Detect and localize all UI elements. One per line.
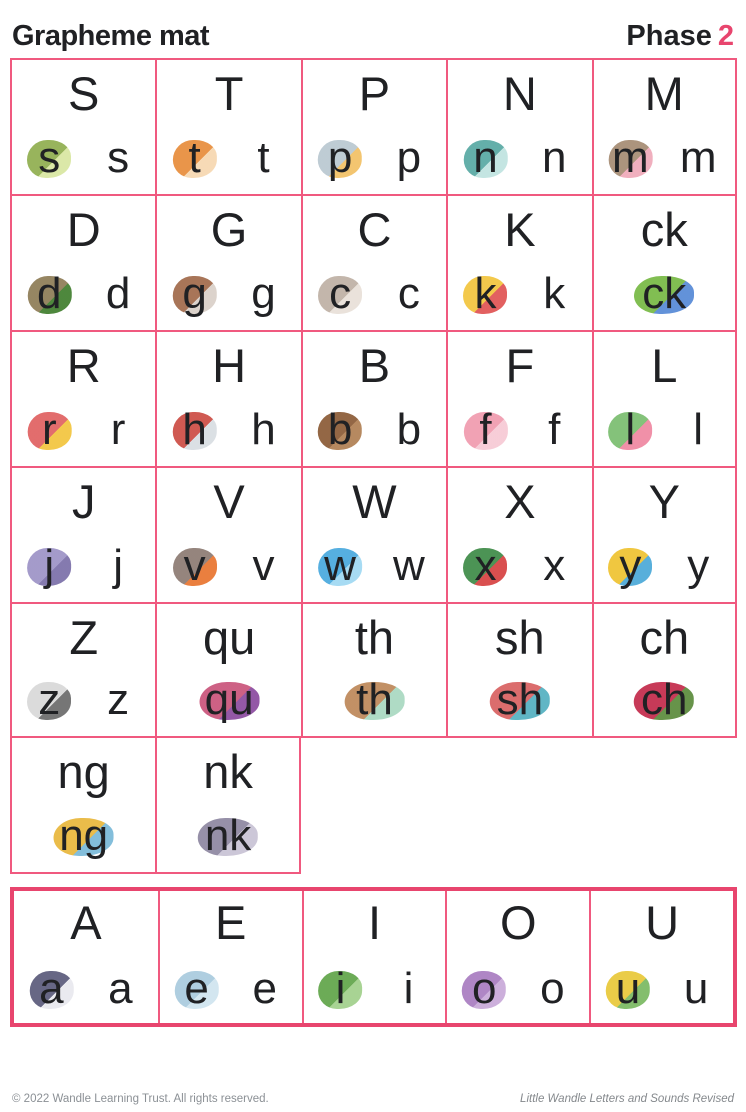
display-grapheme: th — [354, 611, 395, 664]
decorated-grapheme — [59, 811, 109, 860]
plain-grapheme: f — [548, 405, 561, 454]
plain-grapheme: y — [687, 541, 710, 590]
display-grapheme: K — [504, 203, 536, 256]
display-grapheme: I — [367, 896, 382, 949]
decorated-grapheme — [479, 405, 492, 454]
plain-grapheme: h — [251, 405, 276, 454]
decorated-grapheme-letter: n — [473, 133, 498, 182]
display-grapheme: qu — [202, 611, 256, 664]
decorated-grapheme — [642, 269, 687, 318]
decorated-grapheme — [38, 133, 61, 182]
phase-number: 2 — [717, 19, 734, 52]
decorated-grapheme-letter: z — [38, 675, 61, 724]
grid-row — [10, 466, 737, 602]
decorated-grapheme-letter: b — [327, 405, 353, 454]
grapheme-cell-y — [592, 466, 737, 602]
plain-grapheme: m — [679, 133, 717, 182]
display-grapheme: S — [68, 67, 100, 120]
decorated-grapheme — [39, 964, 64, 1013]
decorated-grapheme-letter: k — [474, 269, 497, 318]
decorated-grapheme — [327, 405, 353, 454]
grapheme-cell-a — [14, 891, 158, 1023]
plain-grapheme: d — [105, 269, 131, 318]
decorated-grapheme — [619, 541, 642, 590]
plain-grapheme: l — [693, 405, 704, 454]
grapheme-cell-t — [155, 58, 300, 194]
decorated-grapheme — [182, 269, 207, 318]
plain-grapheme: z — [107, 675, 130, 724]
decorated-grapheme-letter: d — [37, 269, 62, 318]
display-grapheme: D — [66, 203, 101, 256]
display-grapheme: nk — [203, 745, 253, 798]
decorated-grapheme — [329, 269, 352, 318]
grid-row — [10, 330, 737, 466]
decorated-grapheme — [204, 675, 254, 724]
grapheme-cell-u — [589, 891, 733, 1023]
grapheme-cell-th — [301, 602, 446, 738]
display-grapheme: F — [505, 339, 535, 392]
grapheme-cell-i — [302, 891, 446, 1023]
grapheme-cell-x — [446, 466, 591, 602]
decorated-grapheme-letter: w — [324, 541, 356, 590]
grapheme-cell-d — [10, 194, 155, 330]
grapheme-cell-n — [446, 58, 591, 194]
decorated-grapheme — [37, 269, 62, 318]
grapheme-cell-z — [10, 602, 155, 738]
decorated-grapheme-letter: sh — [496, 675, 544, 724]
decorated-grapheme-letter: i — [335, 964, 346, 1013]
decorated-grapheme-letter: y — [619, 541, 642, 590]
grapheme-cell-j — [10, 466, 155, 602]
decorated-grapheme-letter: s — [38, 133, 61, 182]
plain-grapheme: v — [252, 541, 275, 590]
display-grapheme: G — [210, 203, 248, 256]
plain-grapheme: p — [396, 133, 422, 182]
display-grapheme: O — [500, 896, 537, 949]
display-grapheme: ng — [57, 745, 110, 798]
decorated-grapheme — [41, 405, 57, 454]
display-grapheme: P — [358, 67, 391, 120]
grapheme-cell-sh — [446, 602, 591, 738]
decorated-grapheme-letter: e — [184, 964, 209, 1013]
grapheme-cell-o — [445, 891, 589, 1023]
display-grapheme: Z — [69, 611, 99, 664]
plain-grapheme: x — [543, 541, 566, 590]
decorated-grapheme — [356, 675, 393, 724]
decorated-grapheme — [44, 541, 55, 590]
display-grapheme: U — [645, 896, 680, 949]
display-grapheme: L — [651, 339, 678, 392]
display-grapheme: J — [71, 475, 96, 528]
display-grapheme: B — [358, 339, 391, 392]
grapheme-cell-e — [158, 891, 302, 1023]
grapheme-cell-c — [301, 194, 446, 330]
grapheme-cell-ng — [10, 738, 155, 874]
phase-indicator — [626, 20, 734, 53]
decorated-grapheme-letter: a — [39, 964, 64, 1013]
decorated-grapheme-letter: c — [329, 269, 352, 318]
decorated-grapheme-letter: nk — [204, 811, 252, 860]
decorated-grapheme-letter: u — [615, 964, 641, 1013]
decorated-grapheme-letter: g — [182, 269, 207, 318]
grapheme-cell-p — [301, 58, 446, 194]
plain-grapheme: t — [257, 133, 270, 182]
grid-row — [10, 194, 737, 330]
decorated-grapheme-letter: qu — [204, 675, 254, 724]
grapheme-cell-g — [155, 194, 300, 330]
decorated-grapheme — [473, 133, 498, 182]
decorated-grapheme-letter: th — [356, 675, 393, 724]
decorated-grapheme — [184, 964, 209, 1013]
display-grapheme: Y — [648, 475, 680, 528]
grapheme-cell-ck — [592, 194, 737, 330]
grapheme-cell-k — [446, 194, 591, 330]
display-grapheme: R — [66, 339, 101, 392]
decorated-grapheme — [641, 675, 688, 724]
display-grapheme: ck — [640, 203, 688, 256]
plain-grapheme: g — [251, 269, 276, 318]
display-grapheme: W — [352, 475, 397, 528]
vowel-section — [10, 887, 737, 1027]
grapheme-cell-w — [301, 466, 446, 602]
decorated-grapheme-letter: j — [44, 541, 55, 590]
decorated-grapheme — [474, 269, 497, 318]
plain-grapheme: j — [113, 541, 123, 590]
decorated-grapheme-letter: r — [41, 405, 57, 454]
grid-row — [10, 738, 737, 874]
grapheme-cell-l — [592, 330, 737, 466]
display-grapheme: M — [644, 67, 684, 120]
decorated-grapheme — [327, 133, 353, 182]
decorated-grapheme-letter: ng — [59, 811, 109, 860]
display-grapheme: A — [70, 896, 102, 949]
decorated-grapheme — [324, 541, 356, 590]
footer — [12, 1093, 734, 1105]
grapheme-cell-qu — [155, 602, 300, 738]
display-grapheme: E — [215, 896, 247, 949]
display-grapheme: sh — [495, 611, 545, 664]
header — [0, 0, 746, 58]
decorated-grapheme — [204, 811, 252, 860]
grapheme-cell-ch — [592, 602, 737, 738]
plain-grapheme: a — [108, 964, 133, 1013]
decorated-grapheme — [183, 541, 206, 590]
decorated-grapheme-letter: v — [183, 541, 206, 590]
grid-row — [10, 602, 737, 738]
grapheme-grid — [10, 58, 737, 874]
decorated-grapheme — [615, 964, 641, 1013]
decorated-grapheme — [182, 405, 207, 454]
decorated-grapheme — [38, 675, 61, 724]
page-title: Grapheme mat — [12, 19, 210, 52]
decorated-grapheme-letter: x — [474, 541, 497, 590]
display-grapheme: C — [357, 203, 392, 256]
display-grapheme: H — [212, 339, 247, 392]
plain-grapheme: b — [396, 405, 422, 454]
decorated-grapheme — [625, 405, 636, 454]
decorated-grapheme-letter: t — [188, 133, 201, 182]
display-grapheme: V — [213, 475, 245, 528]
plain-grapheme: i — [403, 964, 414, 1013]
decorated-grapheme-letter: o — [472, 964, 497, 1013]
grapheme-cell-h — [155, 330, 300, 466]
brand-text: Little Wandle Letters and Sounds Revised — [520, 1093, 734, 1105]
display-grapheme: T — [214, 67, 244, 120]
copyright-text: © 2022 Wandle Learning Trust. All rights reserved. — [12, 1093, 269, 1105]
plain-grapheme: s — [107, 133, 130, 182]
decorated-grapheme-letter: ck — [642, 269, 687, 318]
decorated-grapheme — [496, 675, 544, 724]
plain-grapheme: r — [110, 405, 126, 454]
plain-grapheme: w — [392, 541, 425, 590]
decorated-grapheme — [611, 133, 649, 182]
grapheme-cell-nk — [155, 738, 300, 874]
decorated-grapheme — [335, 964, 346, 1013]
decorated-grapheme — [472, 964, 497, 1013]
grapheme-cell-v — [155, 466, 300, 602]
plain-grapheme: n — [542, 133, 567, 182]
decorated-grapheme-letter: ch — [641, 675, 688, 724]
display-grapheme: ch — [639, 611, 690, 664]
plain-grapheme: e — [252, 964, 277, 1013]
grapheme-cell-f — [446, 330, 591, 466]
decorated-grapheme-letter: l — [625, 405, 636, 454]
decorated-grapheme — [188, 133, 201, 182]
decorated-grapheme-letter: h — [182, 405, 207, 454]
decorated-grapheme-letter: f — [479, 405, 492, 454]
grid-row — [10, 58, 737, 194]
decorated-grapheme-letter: p — [327, 133, 353, 182]
grapheme-cell-b — [301, 330, 446, 466]
decorated-grapheme-letter: m — [611, 133, 649, 182]
decorated-grapheme — [474, 541, 497, 590]
plain-grapheme: k — [543, 269, 566, 318]
grapheme-cell-r — [10, 330, 155, 466]
display-grapheme: X — [504, 475, 536, 528]
grapheme-cell-m — [592, 58, 737, 194]
plain-grapheme: c — [397, 269, 420, 318]
plain-grapheme: u — [683, 964, 709, 1013]
phase-label: Phase — [626, 19, 712, 52]
plain-grapheme: o — [540, 964, 565, 1013]
grapheme-cell-s — [10, 58, 155, 194]
display-grapheme: N — [502, 67, 537, 120]
